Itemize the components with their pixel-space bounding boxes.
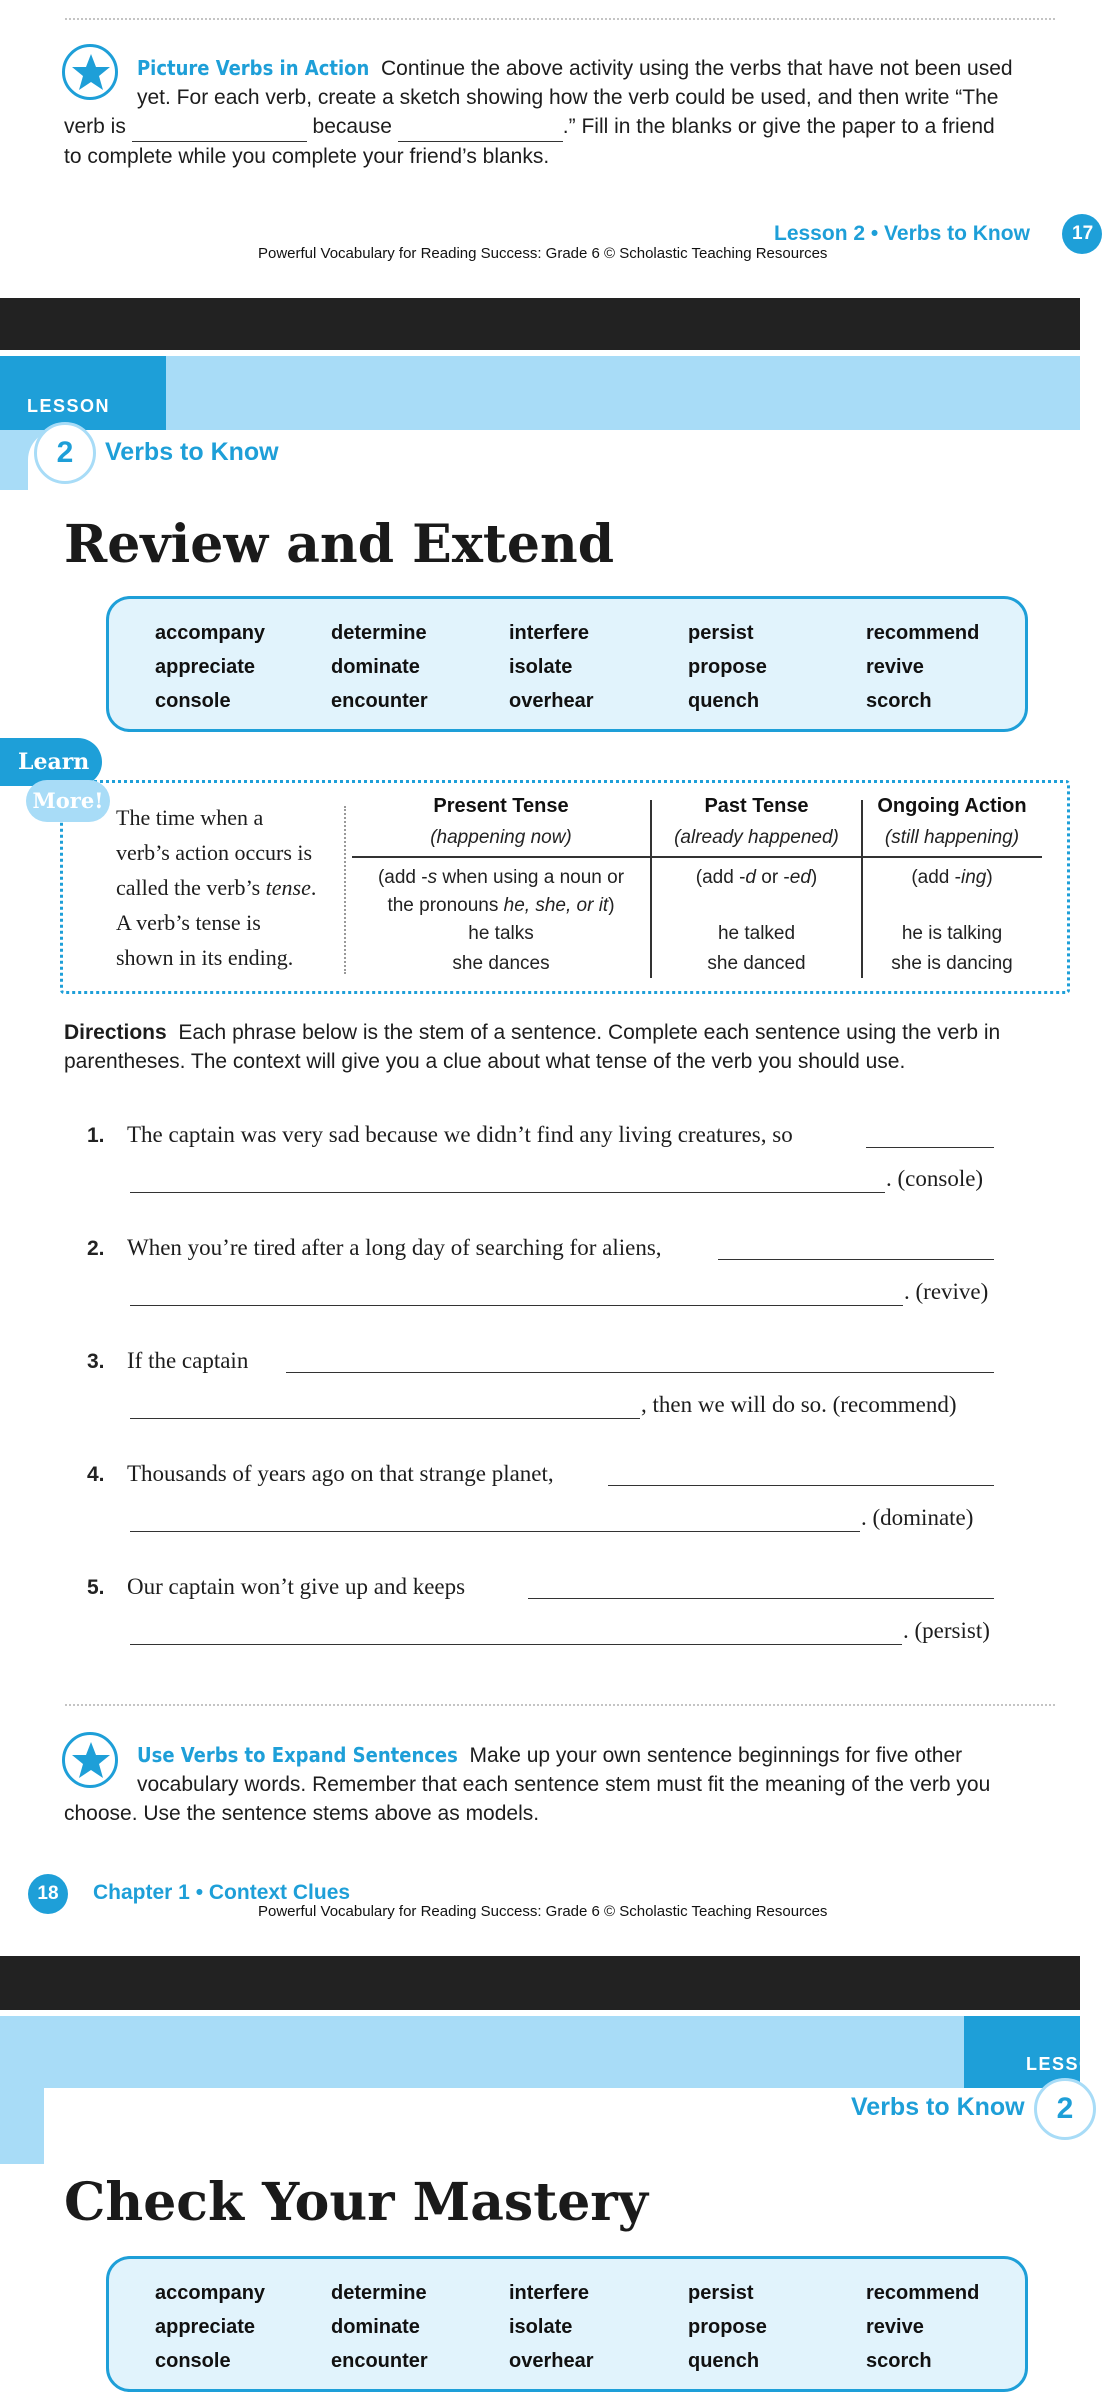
activity-title: Picture Verbs in Action xyxy=(137,56,370,80)
mastery-title: Check Your Mastery xyxy=(64,2172,648,2233)
review-title: Review and Extend xyxy=(64,514,615,575)
word-scorch: scorch xyxy=(866,2350,932,2372)
rule-present: (add -s when using a noun or the pronouns he, she, or it) xyxy=(377,867,625,916)
question-2-number: 2. xyxy=(87,1237,105,1260)
question-2-stem: When you’re tired after a long day of searching for aliens, xyxy=(127,1235,662,1260)
question-4-end: . (dominate) xyxy=(861,1505,974,1530)
footer-credit-17: Powerful Vocabulary for Reading Success: Grade 6 © Scholastic Teaching Resources xyxy=(258,245,828,262)
word-propose: propose xyxy=(688,656,767,678)
word-dominate: dominate xyxy=(331,2316,420,2338)
question-3-blank-b[interactable] xyxy=(130,1418,640,1419)
expand-text-line2: vocabulary words. Remember that each sentence stem must fit the meaning of the verb you xyxy=(137,1773,991,1796)
review-word-box xyxy=(106,596,1028,732)
word-propose: propose xyxy=(688,2316,767,2338)
word-overhear: overhear xyxy=(509,690,594,712)
learn-divider xyxy=(344,806,346,974)
question-3-blank-a[interactable] xyxy=(286,1372,994,1373)
learn-line-1: The time when a xyxy=(116,805,264,830)
word-recommend: recommend xyxy=(866,2282,980,2304)
question-2-end: . (revive) xyxy=(904,1279,989,1304)
header-present-tense: Present Tense xyxy=(433,795,569,817)
learn-label: Learn xyxy=(0,738,102,786)
word-console: console xyxy=(155,2350,231,2372)
word-revive: revive xyxy=(866,656,924,678)
word-recommend: recommend xyxy=(866,622,980,644)
mastery-word-box xyxy=(106,2256,1028,2392)
learn-period: . xyxy=(310,875,317,900)
question-2-blank-a[interactable] xyxy=(718,1259,994,1260)
directions xyxy=(64,1018,1064,1076)
word-persist: persist xyxy=(688,2282,754,2304)
next-lesson-number: 2 xyxy=(1034,2078,1096,2140)
word-overhear: overhear xyxy=(509,2350,594,2372)
tense-table-rule xyxy=(352,856,1042,858)
learn-more-text xyxy=(116,800,342,975)
question-3-end: , then we will do so. (recommend) xyxy=(641,1392,957,1417)
question-1-number: 1. xyxy=(87,1124,105,1147)
word-quench: quench xyxy=(688,690,760,712)
next-lesson-header-band xyxy=(0,2016,1080,2088)
question-5-blank-a[interactable] xyxy=(528,1598,994,1599)
expand-sentences-activity xyxy=(64,1741,1064,1828)
picture-verbs-activity xyxy=(64,54,1064,171)
word-encounter: encounter xyxy=(331,690,428,712)
next-lesson-title[interactable]: Verbs to Know xyxy=(851,2093,1025,2121)
word-determine: determine xyxy=(331,622,427,644)
learn-term-tense: tense xyxy=(265,875,311,900)
word-accompany: accompany xyxy=(155,2282,266,2304)
activity-blank-1 xyxy=(132,112,307,142)
word-isolate: isolate xyxy=(509,2316,573,2338)
sub-happening-now: (happening now) xyxy=(430,827,572,848)
lesson-title[interactable]: Verbs to Know xyxy=(105,438,279,466)
word-determine: determine xyxy=(331,2282,427,2304)
question-5-number: 5. xyxy=(87,1576,105,1599)
word-persist: persist xyxy=(688,622,754,644)
activity-text-line3c: .” Fill in the blanks or give the paper to a friend xyxy=(562,115,995,138)
word-appreciate: appreciate xyxy=(155,656,256,678)
next-lesson-tab: LESSON xyxy=(964,2016,1080,2088)
word-console: console xyxy=(155,690,231,712)
page-break-band-1 xyxy=(0,298,1080,350)
question-4-stem: Thousands of years ago on that strange planet, xyxy=(127,1461,554,1486)
bottom-divider xyxy=(65,1704,1055,1706)
question-1-stem: The captain was very sad because we didn’t find any living creatures, so xyxy=(127,1122,793,1147)
question-3-stem: If the captain xyxy=(127,1348,249,1373)
example-he-talks: he talks xyxy=(468,923,534,944)
directions-label: Directions xyxy=(64,1021,167,1044)
directions-text: Each phrase below is the stem of a sentence. Complete each sentence using the verb in parentheses. The context will give you a clue about what tense of the verb you should use. xyxy=(64,1021,1001,1073)
word-interfere: interfere xyxy=(509,622,590,644)
question-1-blank-a[interactable] xyxy=(866,1147,994,1148)
more-label: More! xyxy=(26,780,110,822)
lesson-tab: LESSON xyxy=(0,356,166,430)
example-she-danced: she danced xyxy=(707,953,806,974)
question-5-blank-b[interactable] xyxy=(130,1644,902,1645)
chapter-footer-link[interactable]: Chapter 1 • Context Clues xyxy=(93,1881,351,1904)
rule-past: (add -d or -ed) xyxy=(695,867,818,888)
expand-text-line1: Make up your own sentence beginnings for five other xyxy=(469,1744,963,1767)
page-number-17: 17 xyxy=(1062,214,1102,254)
activity-text-line3b: because xyxy=(312,115,392,138)
activity-text-line1: Continue the above activity using the verbs that have not been used xyxy=(380,57,1013,80)
header-past-tense: Past Tense xyxy=(704,795,809,817)
page-break-band-2 xyxy=(0,1956,1080,2010)
word-scorch: scorch xyxy=(866,690,932,712)
activity-text-line4: to complete while you complete your friend’s blanks. xyxy=(64,145,550,168)
footer-credit-18: Powerful Vocabulary for Reading Success: Grade 6 © Scholastic Teaching Resources xyxy=(258,1903,828,1920)
question-3-number: 3. xyxy=(87,1350,105,1373)
question-4-blank-a[interactable] xyxy=(608,1485,994,1486)
example-she-is-dancing: she is dancing xyxy=(891,953,1013,974)
question-4-blank-b[interactable] xyxy=(130,1531,860,1532)
word-dominate: dominate xyxy=(331,656,420,678)
activity-text-line3a: verb is xyxy=(64,115,126,138)
header-ongoing-action: Ongoing Action xyxy=(877,795,1027,817)
example-she-dances: she dances xyxy=(452,953,550,974)
word-quench: quench xyxy=(688,2350,760,2372)
learn-line-2: verb’s action occurs is xyxy=(116,840,313,865)
learn-line-4: A verb’s tense is xyxy=(116,910,261,935)
activity-blank-2 xyxy=(398,112,563,142)
question-4-number: 4. xyxy=(87,1463,105,1486)
word-isolate: isolate xyxy=(509,656,573,678)
activity-text-line2: yet. For each verb, create a sketch showing how the verb could be used, and then write “The xyxy=(137,86,999,109)
top-divider xyxy=(65,18,1055,20)
learn-line-3: called the verb’s xyxy=(116,875,261,900)
question-2-blank-b[interactable] xyxy=(130,1305,903,1306)
question-1-end: . (console) xyxy=(886,1166,984,1191)
sub-still-happening: (still happening) xyxy=(884,827,1020,848)
word-encounter: encounter xyxy=(331,2350,428,2372)
sub-already-happened: (already happened) xyxy=(674,827,839,848)
question-1-blank-b[interactable] xyxy=(130,1192,885,1193)
question-5-end: . (persist) xyxy=(903,1618,990,1643)
question-5-stem: Our captain won’t give up and keeps xyxy=(127,1574,466,1599)
expand-text-line3: choose. Use the sentence stems above as models. xyxy=(64,1802,540,1825)
example-he-talked: he talked xyxy=(717,923,796,944)
word-appreciate: appreciate xyxy=(155,2316,256,2338)
expand-title: Use Verbs to Expand Sentences xyxy=(137,1743,458,1767)
rule-ongoing: (add -ing) xyxy=(911,867,993,888)
lesson-number-circle: 2 xyxy=(34,422,96,484)
learn-line-5: shown in its ending. xyxy=(116,945,294,970)
page-number-18: 18 xyxy=(28,1874,68,1914)
word-revive: revive xyxy=(866,2316,924,2338)
lesson-footer-link[interactable]: Lesson 2 • Verbs to Know xyxy=(774,222,1030,245)
word-interfere: interfere xyxy=(509,2282,590,2304)
example-he-is-talking: he is talking xyxy=(901,923,1003,944)
next-header-left-strip xyxy=(0,2088,44,2164)
word-accompany: accompany xyxy=(155,622,266,644)
